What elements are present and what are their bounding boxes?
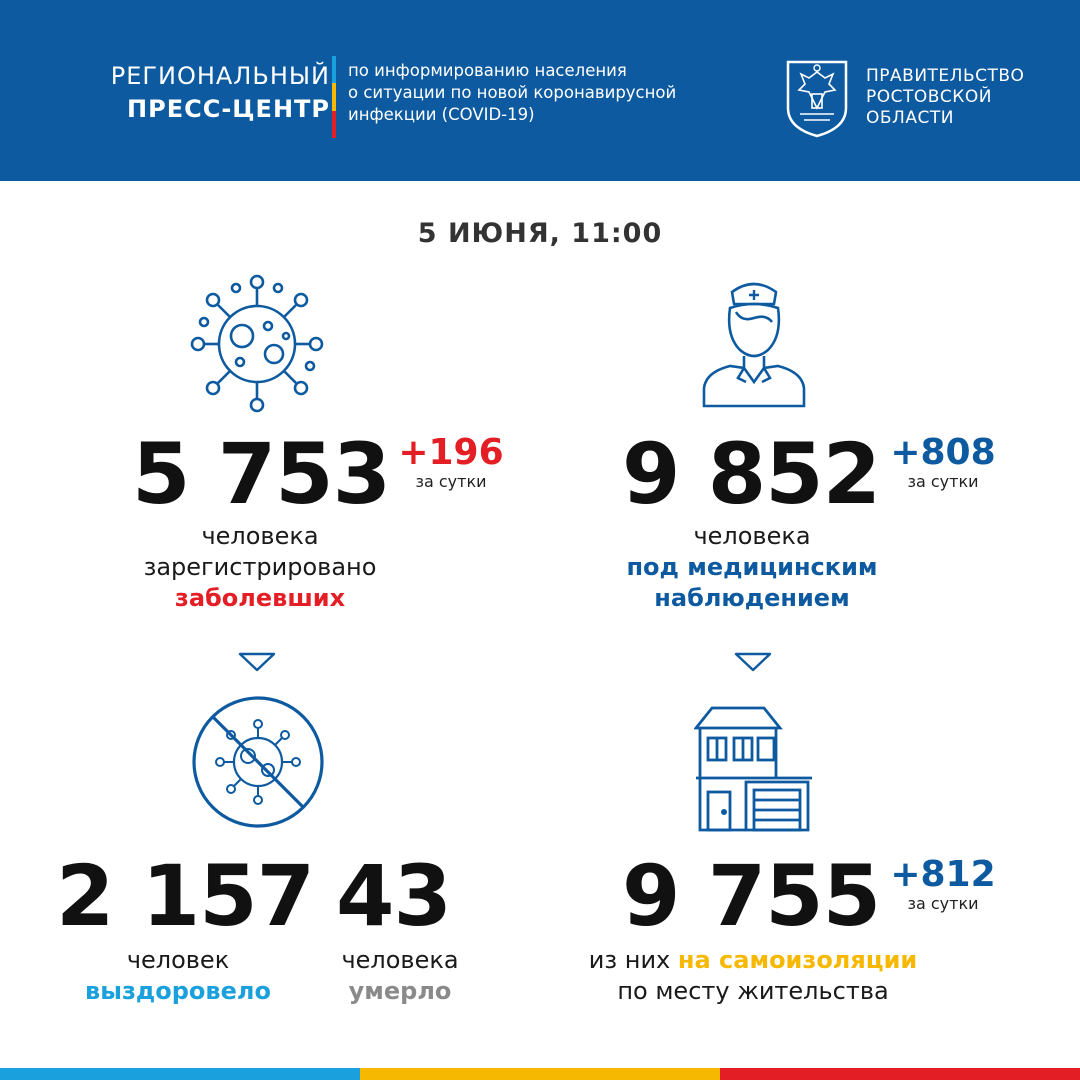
monitoring-delta-label: за сутки	[907, 472, 979, 491]
brand-line-2: ПРЕСС-ЦЕНТР	[127, 95, 330, 123]
arrow-down-icon	[238, 652, 276, 672]
press-center-title	[111, 60, 330, 126]
no-virus-icon	[190, 694, 326, 830]
gov-line-1: ПРАВИТЕЛЬСТВО	[866, 66, 1025, 86]
recovered-line-1: человек	[126, 946, 230, 974]
monitoring-total: 9 852	[622, 425, 881, 523]
isolation-line-1-highlight: на самоизоляции	[677, 946, 918, 974]
recovered-total: 2 157	[56, 847, 315, 945]
cases-line-2: зарегистрировано	[143, 553, 377, 581]
cases-caption	[80, 521, 440, 614]
nurse-icon	[700, 278, 808, 410]
isolation-line-1	[556, 945, 950, 976]
isolation-delta: +812	[890, 854, 996, 895]
virus-icon	[190, 274, 324, 414]
gov-line-3: ОБЛАСТИ	[866, 108, 954, 128]
cases-total: 5 753	[132, 425, 391, 523]
recovered-line-2: выздоровело	[85, 977, 271, 1005]
cases-delta-label: за сутки	[415, 472, 487, 491]
deaths-line-2: умерло	[348, 977, 452, 1005]
isolation-delta-label: за сутки	[907, 894, 979, 913]
deaths-total: 43	[336, 847, 451, 945]
monitoring-line-1: человека	[693, 522, 811, 550]
report-date: 5 ИЮНЯ, 11:00	[417, 218, 663, 249]
arrow-down-icon	[734, 652, 772, 672]
monitoring-delta: +808	[890, 432, 996, 473]
deaths-line-1: человека	[341, 946, 459, 974]
subtitle-line-1: по информированию населения	[348, 61, 627, 80]
isolation-total: 9 755	[622, 847, 881, 945]
header-banner	[0, 0, 1080, 181]
coat-of-arms-icon	[782, 58, 852, 138]
monitoring-delta-block	[890, 434, 996, 492]
monitoring-line-2: под медицинским	[626, 553, 878, 581]
isolation-caption	[556, 945, 950, 1007]
cases-delta-block	[398, 434, 504, 492]
subtitle-line-2: о ситуации по новой коронавирусной	[348, 83, 677, 102]
header-subtitle	[348, 60, 748, 126]
monitoring-line-3: наблюдением	[654, 584, 850, 612]
government-title	[866, 66, 1024, 129]
bottom-tricolor-bar	[0, 1068, 1080, 1080]
house-icon	[694, 704, 814, 832]
deaths-caption	[318, 945, 482, 1007]
cases-delta: +196	[398, 432, 504, 473]
subtitle-line-3: инфекции (COVID-19)	[348, 105, 535, 124]
recovered-caption	[58, 945, 298, 1007]
tricolor-divider	[332, 56, 336, 138]
brand-line-1: РЕГИОНАЛЬНЫЙ	[110, 62, 330, 90]
gov-line-2: РОСТОВСКОЙ	[866, 87, 992, 107]
cases-line-1: человека	[201, 522, 319, 550]
isolation-delta-block	[888, 856, 998, 914]
monitoring-caption	[572, 521, 932, 614]
cases-line-3: заболевших	[174, 584, 346, 612]
isolation-line-1-prefix: из них	[588, 946, 671, 974]
isolation-line-2: по месту жительства	[617, 977, 889, 1005]
